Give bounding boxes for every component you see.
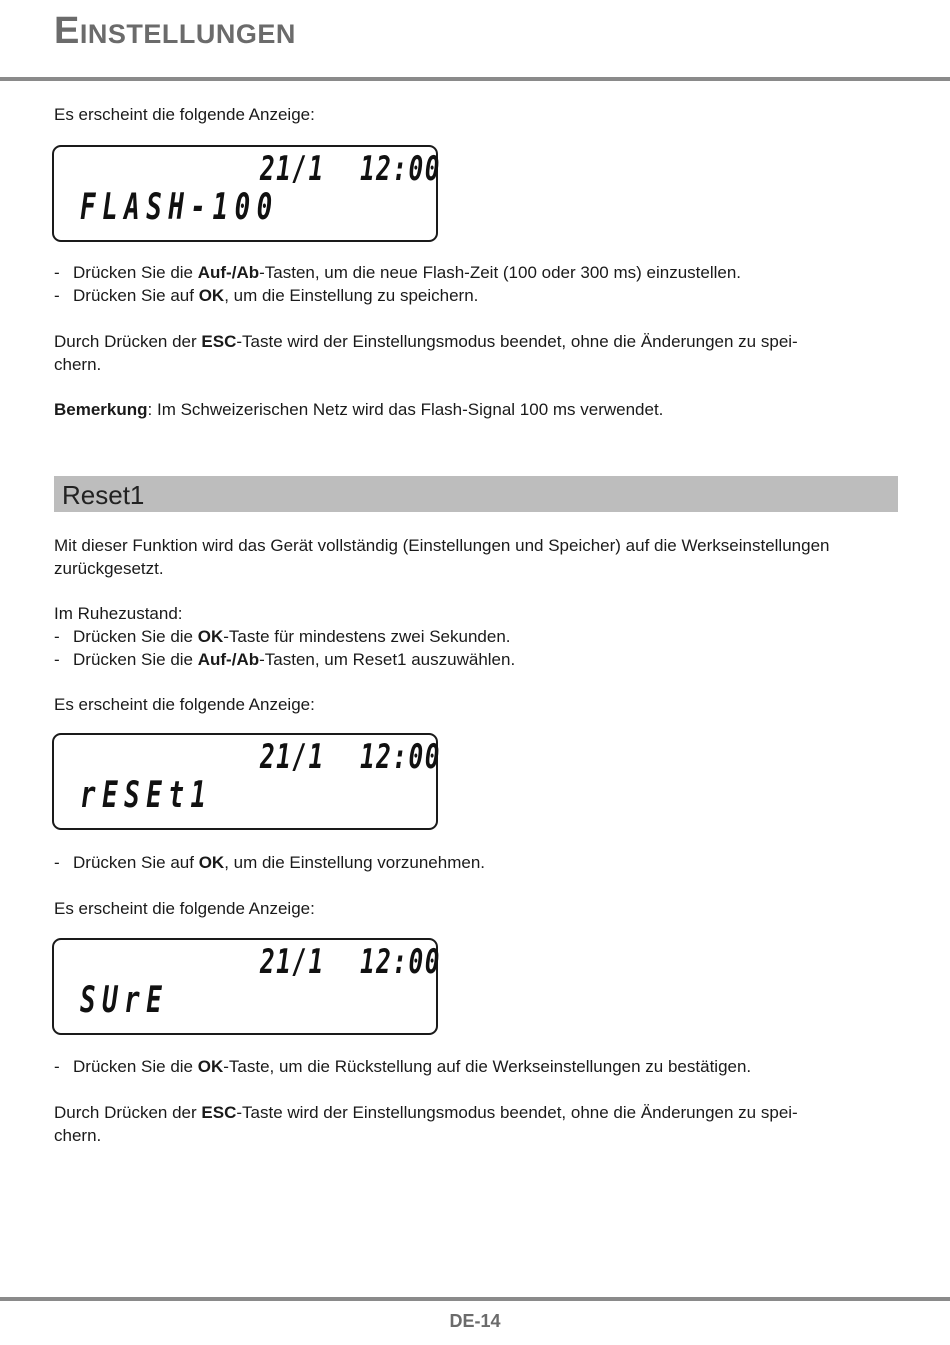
esc-paragraph-1: Durch Drücken der ESC-Taste wird der Einstellungsmodus beendet, ohne die Änderungen zu spei- chern.: [54, 332, 798, 374]
lcd-date: 21/1: [260, 737, 325, 777]
esc-paragraph-2: Durch Drücken der ESC-Taste wird der Einstellungsmodus beendet, ohne die Änderungen zu spei- chern.: [54, 1103, 798, 1145]
lcd-date: 21/1: [260, 149, 325, 189]
section-title: Reset1: [62, 480, 145, 510]
lcd-time: 12:00: [360, 737, 441, 777]
page-title: [54, 10, 296, 53]
reset-intro: Mit dieser Funktion wird das Gerät vollständig (Einstellungen und Speicher) auf die Werkseinstellungen zurückgesetzt.: [54, 536, 830, 578]
lcd-message: rESEt1: [80, 775, 213, 816]
lcd-display-flash: [52, 145, 441, 242]
note-paragraph: Bemerkung: Im Schweizerischen Netz wird das Flash-Signal 100 ms verwendet.: [54, 400, 664, 419]
list-item: - Drücken Sie auf OK, um die Einstellung vorzunehmen.: [54, 853, 485, 872]
list-item: - Drücken Sie die OK-Taste, um die Rückstellung auf die Werkseinstellungen zu bestätigen.: [54, 1057, 752, 1076]
intro-text-1: Es erscheint die folgende Anzeige:: [54, 105, 315, 124]
lcd-time: 12:00: [360, 149, 441, 189]
list-item: - Drücken Sie die OK-Taste für mindestens zwei Sekunden.: [54, 627, 511, 646]
footer-rule: [0, 1297, 950, 1301]
lcd-display-reset: [52, 733, 441, 830]
intro-text-2: Es erscheint die folgende Anzeige:: [54, 695, 315, 714]
lcd-date: 21/1: [260, 942, 325, 982]
title-initial: E: [54, 10, 80, 52]
lcd-display-sure: [52, 938, 441, 1035]
list-item: - Drücken Sie auf OK, um die Einstellung zu speichern.: [54, 286, 479, 305]
lcd-message: SUrE: [80, 980, 169, 1021]
list-item: - Drücken Sie die Auf-/Ab-Tasten, um die neue Flash-Zeit (100 oder 300 ms) einzustellen.: [54, 263, 742, 282]
intro-text-3: Es erscheint die folgende Anzeige:: [54, 899, 315, 918]
lcd-time: 12:00: [360, 942, 441, 982]
list-item: - Drücken Sie die Auf-/Ab-Tasten, um Reset1 auszuwählen.: [54, 650, 516, 669]
title-rest: INSTELLUNGEN: [79, 19, 296, 49]
header-rule: [0, 77, 950, 81]
section-heading-reset1: [54, 476, 898, 512]
page-number: DE-14: [449, 1311, 501, 1331]
lcd-message: FLASH-100: [80, 187, 279, 228]
idle-label: Im Ruhezustand:: [54, 604, 183, 623]
